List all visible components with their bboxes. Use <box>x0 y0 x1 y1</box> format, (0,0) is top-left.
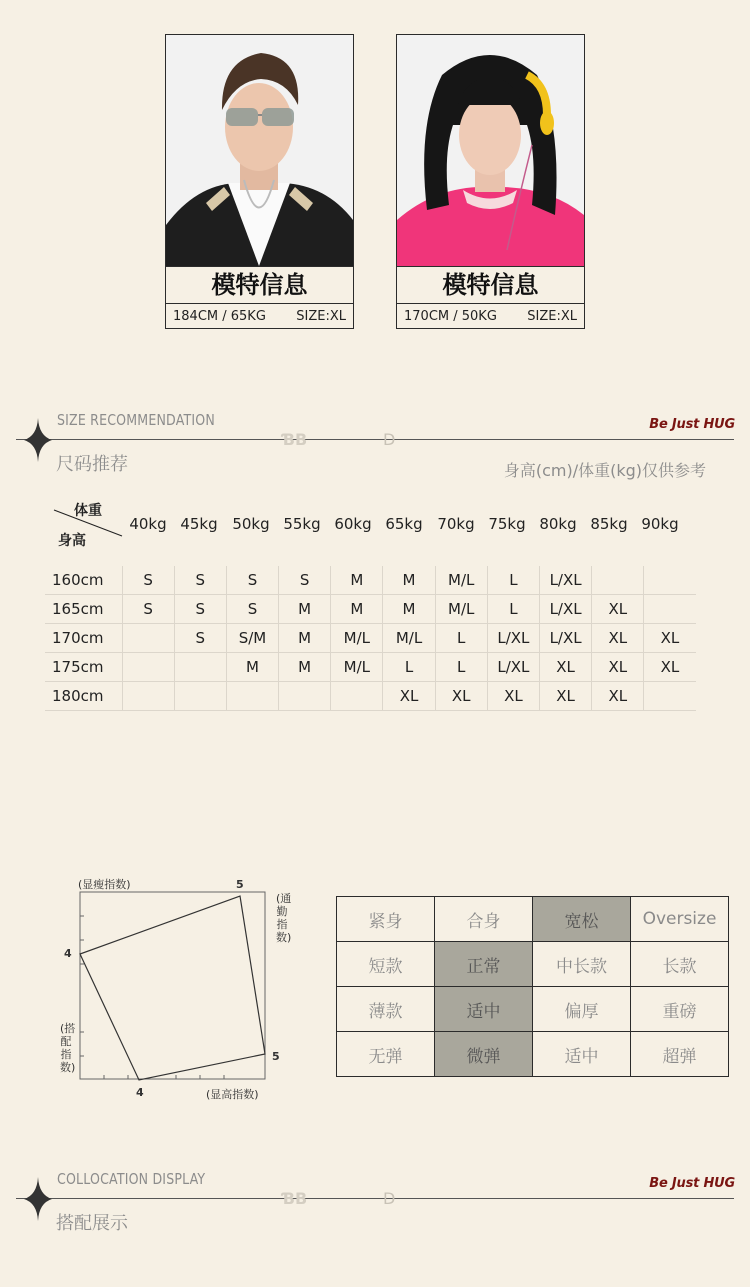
weight-header: 60kg <box>334 515 372 533</box>
size-cell: XL <box>487 682 539 711</box>
brand-mark-icon: D <box>383 430 396 449</box>
size-cell <box>122 682 174 711</box>
size-reference-note: 身高(cm)/体重(kg)仅供参考 <box>503 461 706 480</box>
attr-tight: 紧身 <box>337 897 435 942</box>
collocation-section-title-zh: 搭配展示 <box>56 1213 128 1234</box>
size-cell: S <box>122 595 174 624</box>
size-cell: L <box>383 653 435 682</box>
size-cell: XL <box>592 682 644 711</box>
collocation-section-title-en: COLLOCATION DISPLAY <box>57 1170 206 1188</box>
sparkle-icon <box>24 418 52 462</box>
size-cell: L/XL <box>540 624 592 653</box>
size-cell: S <box>226 566 278 595</box>
weight-header: 40kg <box>129 515 167 533</box>
match-index-label: (搭配指数) <box>60 1022 76 1074</box>
size-cell: XL <box>540 682 592 711</box>
size-cell: M/L <box>435 566 487 595</box>
attr-mid-length: 中长款 <box>533 942 631 987</box>
attr-loose: 宽松 <box>533 897 631 942</box>
model-photo-male <box>166 35 353 266</box>
attr-normal-length: 正常 <box>435 942 533 987</box>
size-cell: XL <box>592 624 644 653</box>
size-cell: S <box>174 624 226 653</box>
size-cell: M/L <box>435 595 487 624</box>
size-cell: L/XL <box>540 595 592 624</box>
slim-index-value: 5 <box>236 878 244 891</box>
size-cell: XL <box>592 653 644 682</box>
size-cell: M <box>331 595 383 624</box>
weight-header: 90kg <box>641 515 679 533</box>
corner-weight-label: 体重 <box>74 503 102 519</box>
size-cell <box>226 682 278 711</box>
model-size: SIZE:XL <box>527 309 577 324</box>
weight-header: 85kg <box>590 515 628 533</box>
size-cell <box>644 595 696 624</box>
model-size: SIZE:XL <box>296 309 346 324</box>
size-cell <box>174 653 226 682</box>
attr-short: 短款 <box>337 942 435 987</box>
size-cell <box>122 624 174 653</box>
match-index-value: 4 <box>64 947 72 960</box>
commute-index-value: 5 <box>272 1050 280 1063</box>
attribute-row-thickness <box>337 987 729 1032</box>
brand-monogram-icon: ƁB <box>282 430 308 449</box>
section-divider <box>16 1198 734 1199</box>
size-cell: S <box>279 566 331 595</box>
size-cell: L <box>435 653 487 682</box>
size-cell: L <box>487 566 539 595</box>
attr-thick: 偏厚 <box>533 987 631 1032</box>
size-cell: XL <box>540 653 592 682</box>
weight-header: 65kg <box>385 515 423 533</box>
size-cell: M/L <box>331 624 383 653</box>
attr-medium-thickness: 适中 <box>435 987 533 1032</box>
size-cell: M <box>383 595 435 624</box>
size-section-title-en: SIZE RECOMMENDATION <box>57 411 215 429</box>
size-cell: XL <box>644 624 696 653</box>
brand-logo: Be Just HUG <box>649 1176 735 1191</box>
attribute-row-fit <box>337 897 729 942</box>
brand-mark-icon: D <box>383 1189 396 1208</box>
height-cell: 170cm <box>45 624 122 653</box>
size-section-title-zh: 尺码推荐 <box>56 454 128 475</box>
size-cell: M/L <box>383 624 435 653</box>
attr-medium-stretch: 适中 <box>533 1032 631 1077</box>
tall-index-value: 4 <box>136 1086 144 1099</box>
size-cell: XL <box>383 682 435 711</box>
sparkle-icon <box>24 1177 52 1221</box>
attr-no-stretch: 无弹 <box>337 1032 435 1077</box>
weight-header: 75kg <box>488 515 526 533</box>
tall-index-label: (显高指数) <box>206 1088 259 1101</box>
model-card-female <box>396 34 585 329</box>
size-cell <box>279 682 331 711</box>
weight-header: 70kg <box>437 515 475 533</box>
size-cell: L <box>435 624 487 653</box>
model-info-title: 模特信息 <box>397 266 584 304</box>
slim-index-label: (显瘦指数) <box>78 878 131 891</box>
size-cell: S <box>226 595 278 624</box>
size-cell: XL <box>435 682 487 711</box>
model-height-weight: 170CM / 50KG <box>404 309 497 324</box>
size-cell: M <box>226 653 278 682</box>
weight-header: 50kg <box>232 515 270 533</box>
attr-regular-fit: 合身 <box>435 897 533 942</box>
size-cell: L/XL <box>487 624 539 653</box>
size-cell: L/XL <box>540 566 592 595</box>
size-cell: L <box>487 595 539 624</box>
attr-thin: 薄款 <box>337 987 435 1032</box>
height-cell: 180cm <box>45 682 122 711</box>
model-spec <box>397 306 584 328</box>
size-cell <box>122 653 174 682</box>
table-row <box>45 624 696 653</box>
attribute-row-stretch <box>337 1032 729 1077</box>
attr-long: 长款 <box>631 942 729 987</box>
model-height-weight: 184CM / 65KG <box>173 309 266 324</box>
size-cell <box>331 682 383 711</box>
model-photo-female <box>397 35 584 266</box>
weight-header: 80kg <box>539 515 577 533</box>
fit-index-diagram <box>66 880 276 1095</box>
size-cell: S <box>174 566 226 595</box>
brand-logo: Be Just HUG <box>649 417 735 432</box>
height-cell: 160cm <box>45 566 122 595</box>
attr-super-stretch: 超弹 <box>631 1032 729 1077</box>
table-row <box>45 566 696 595</box>
size-cell: M <box>279 595 331 624</box>
size-cell: L/XL <box>487 653 539 682</box>
size-cell: M/L <box>331 653 383 682</box>
attr-slight-stretch: 微弹 <box>435 1032 533 1077</box>
size-cell: M <box>331 566 383 595</box>
section-divider <box>16 439 734 440</box>
model-spec <box>166 306 353 328</box>
size-cell <box>644 682 696 711</box>
size-cell <box>644 566 696 595</box>
size-cell: XL <box>644 653 696 682</box>
attribute-row-length <box>337 942 729 987</box>
table-row <box>45 595 696 624</box>
size-cell: M <box>383 566 435 595</box>
attr-heavy: 重磅 <box>631 987 729 1032</box>
table-row <box>45 653 696 682</box>
weight-header: 55kg <box>283 515 321 533</box>
table-row <box>45 682 696 711</box>
size-cell: M <box>279 624 331 653</box>
size-cell <box>174 682 226 711</box>
brand-monogram-icon: ƁB <box>282 1189 308 1208</box>
size-cell: S <box>174 595 226 624</box>
size-table <box>45 566 696 711</box>
size-cell <box>592 566 644 595</box>
size-cell: M <box>279 653 331 682</box>
commute-index-label: (通勤指数) <box>276 892 292 944</box>
weight-header: 45kg <box>180 515 218 533</box>
attr-oversize: Oversize <box>631 897 729 942</box>
model-info-title: 模特信息 <box>166 266 353 304</box>
size-cell: S/M <box>226 624 278 653</box>
model-card-male <box>165 34 354 329</box>
corner-height-label: 身高 <box>58 533 86 549</box>
garment-attributes-table <box>336 896 729 1077</box>
size-cell: XL <box>592 595 644 624</box>
size-cell: S <box>122 566 174 595</box>
height-cell: 165cm <box>45 595 122 624</box>
height-cell: 175cm <box>45 653 122 682</box>
